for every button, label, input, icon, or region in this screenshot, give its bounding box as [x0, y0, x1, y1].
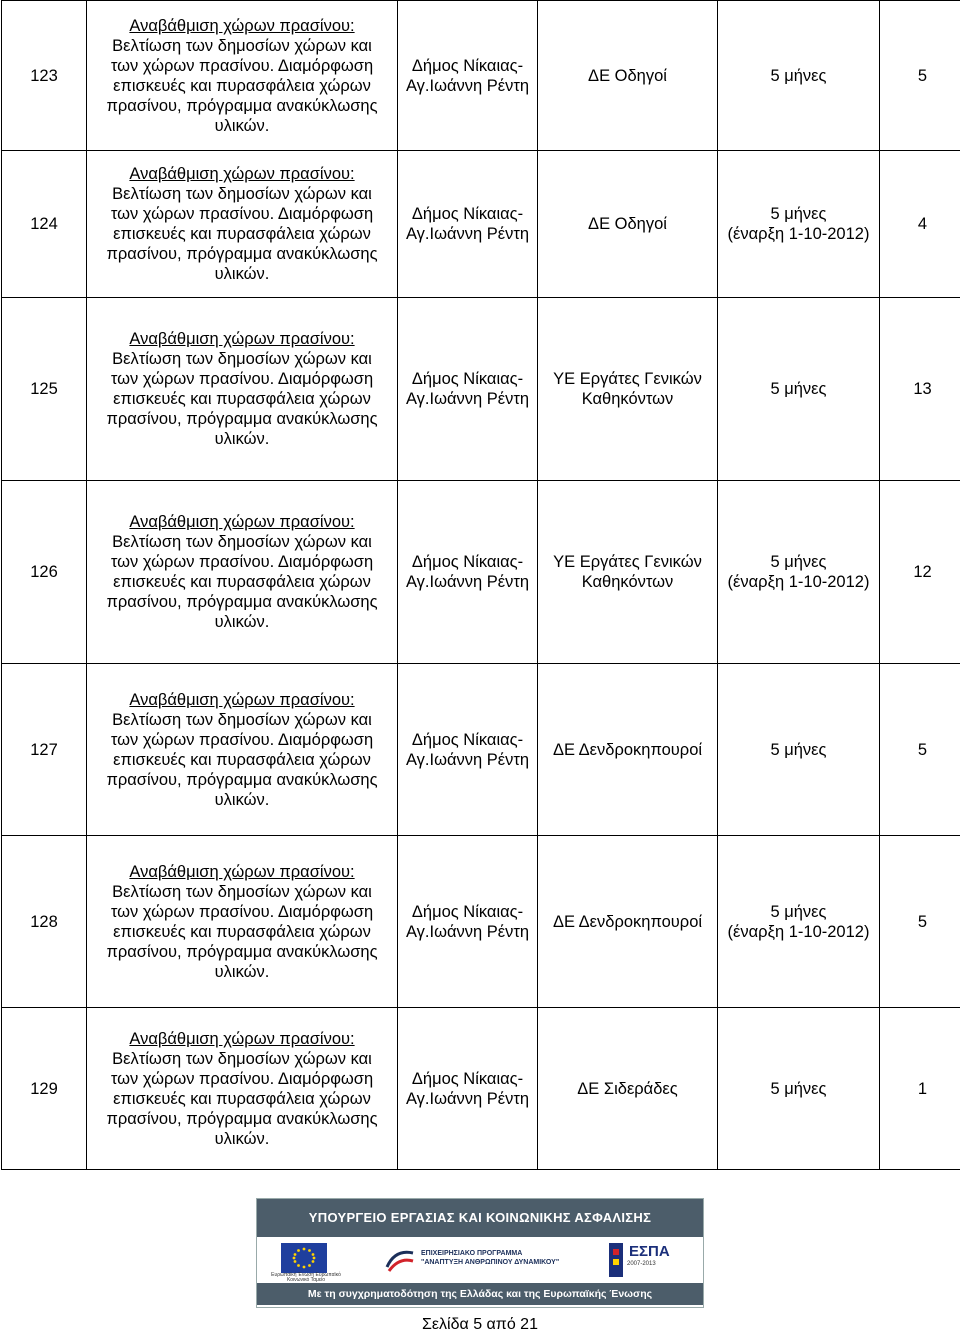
- table-row: [2, 151, 960, 298]
- duration-line: 5 μήνες: [720, 379, 877, 399]
- description-line: πρασίνου, πρόγραμμα ανακύκλωσης: [89, 96, 395, 116]
- description-title: Αναβάθμιση χώρων πρασίνου:: [89, 329, 395, 349]
- specialty-line: ΔΕ Δενδροκηπουροί: [540, 740, 715, 760]
- location-line: Αγ.Ιωάννη Ρέντη: [400, 1089, 535, 1109]
- description-line: Βελτίωση των δημοσίων χώρων και: [89, 710, 395, 730]
- program-line-2: "ΑΝΑΠΤΥΞΗ ΑΝΘΡΩΠΙΝΟΥ ΔΥΝΑΜΙΚΟΥ": [421, 1258, 559, 1267]
- table-row: [2, 1008, 960, 1170]
- positions-count: 5: [918, 913, 927, 931]
- location-line: Αγ.Ιωάννη Ρέντη: [400, 572, 535, 592]
- specialty-line: ΥΕ Εργάτες Γενικών: [540, 552, 715, 572]
- positions-cell: [880, 298, 960, 481]
- duration-line: (έναρξη 1-10-2012): [720, 572, 877, 592]
- specialty-cell: [538, 1, 718, 151]
- positions-count: 13: [913, 380, 931, 398]
- specialty-line: ΥΕ Εργάτες Γενικών: [540, 369, 715, 389]
- location-cell: [398, 664, 538, 836]
- positions-count: 12: [913, 563, 931, 581]
- duration-cell: [718, 151, 880, 298]
- positions-cell: [880, 481, 960, 664]
- specialty-line: Καθηκόντων: [540, 389, 715, 409]
- records-table-body: [2, 1, 960, 1170]
- location-line: Δήμος Νίκαιας-: [400, 56, 535, 76]
- description-title: Αναβάθμιση χώρων πρασίνου:: [89, 690, 395, 710]
- espa-logo-text: ΕΣΠΑ: [629, 1243, 670, 1260]
- page-number: Σελίδα 5 από 21: [0, 1316, 960, 1334]
- duration-line: 5 μήνες: [720, 66, 877, 86]
- description-line: πρασίνου, πρόγραμμα ανακύκλωσης: [89, 244, 395, 264]
- row-id-cell: [2, 481, 87, 664]
- duration-cell: [718, 481, 880, 664]
- duration-cell: [718, 836, 880, 1008]
- row-id: 129: [30, 1080, 58, 1098]
- duration-line: 5 μήνες: [720, 740, 877, 760]
- positions-cell: [880, 151, 960, 298]
- location-cell: [398, 836, 538, 1008]
- description-line: των χώρων πρασίνου. Διαμόρφωση: [89, 56, 395, 76]
- duration-cell: [718, 298, 880, 481]
- description-line: πρασίνου, πρόγραμμα ανακύκλωσης: [89, 1109, 395, 1129]
- location-cell: [398, 151, 538, 298]
- description-title: Αναβάθμιση χώρων πρασίνου:: [89, 1029, 395, 1049]
- location-line: Δήμος Νίκαιας-: [400, 1069, 535, 1089]
- description-line: υλικών.: [89, 1129, 395, 1149]
- positions-cell: [880, 836, 960, 1008]
- location-cell: [398, 481, 538, 664]
- eu-flag-icon: [281, 1243, 327, 1273]
- duration-line: 5 μήνες: [720, 552, 877, 572]
- specialty-cell: [538, 298, 718, 481]
- funding-banner: [256, 1198, 704, 1308]
- specialty-cell: [538, 481, 718, 664]
- cofinancing-note: Με τη συγχρηματοδότηση της Ελλάδας και της Ευρωπαϊκής Ένωσης: [257, 1283, 703, 1305]
- description-line: πρασίνου, πρόγραμμα ανακύκλωσης: [89, 409, 395, 429]
- positions-cell: [880, 664, 960, 836]
- description-cell: [87, 1008, 398, 1170]
- row-id: 124: [30, 215, 58, 233]
- description-line: πρασίνου, πρόγραμμα ανακύκλωσης: [89, 770, 395, 790]
- description-line: επισκευές και πυρασφάλεια χώρων: [89, 922, 395, 942]
- location-line: Αγ.Ιωάννη Ρέντη: [400, 224, 535, 244]
- description-line: επισκευές και πυρασφάλεια χώρων: [89, 224, 395, 244]
- location-cell: [398, 1, 538, 151]
- description-line: των χώρων πρασίνου. Διαμόρφωση: [89, 730, 395, 750]
- description-line: Βελτίωση των δημοσίων χώρων και: [89, 349, 395, 369]
- location-line: Δήμος Νίκαιας-: [400, 369, 535, 389]
- specialty-cell: [538, 151, 718, 298]
- description-cell: [87, 481, 398, 664]
- location-line: Δήμος Νίκαιας-: [400, 902, 535, 922]
- row-id-cell: [2, 1008, 87, 1170]
- program-logo-icon: [385, 1247, 415, 1273]
- duration-line: (έναρξη 1-10-2012): [720, 922, 877, 942]
- row-id: 125: [30, 380, 58, 398]
- duration-line: 5 μήνες: [720, 902, 877, 922]
- specialty-cell: [538, 1008, 718, 1170]
- row-id: 128: [30, 913, 58, 931]
- location-line: Δήμος Νίκαιας-: [400, 730, 535, 750]
- duration-cell: [718, 1, 880, 151]
- description-title: Αναβάθμιση χώρων πρασίνου:: [89, 512, 395, 532]
- logos-strip: [257, 1237, 703, 1283]
- description-line: επισκευές και πυρασφάλεια χώρων: [89, 750, 395, 770]
- specialty-line: ΔΕ Οδηγοί: [540, 66, 715, 86]
- program-name: [421, 1249, 559, 1267]
- description-line: των χώρων πρασίνου. Διαμόρφωση: [89, 902, 395, 922]
- program-line-1: ΕΠΙΧΕΙΡΗΣΙΑΚΟ ΠΡΟΓΡΑΜΜΑ: [421, 1249, 559, 1258]
- description-title: Αναβάθμιση χώρων πρασίνου:: [89, 164, 395, 184]
- row-id-cell: [2, 664, 87, 836]
- positions-count: 5: [918, 67, 927, 85]
- description-cell: [87, 664, 398, 836]
- positions-count: 1: [918, 1080, 927, 1098]
- espa-years: 2007-2013: [627, 1261, 656, 1267]
- description-line: των χώρων πρασίνου. Διαμόρφωση: [89, 204, 395, 224]
- positions-count: 4: [918, 215, 927, 233]
- duration-line: (έναρξη 1-10-2012): [720, 224, 877, 244]
- row-id-cell: [2, 151, 87, 298]
- location-line: Δήμος Νίκαιας-: [400, 552, 535, 572]
- row-id-cell: [2, 298, 87, 481]
- description-line: Βελτίωση των δημοσίων χώρων και: [89, 36, 395, 56]
- description-cell: [87, 151, 398, 298]
- positions-cell: [880, 1, 960, 151]
- ministry-title: ΥΠΟΥΡΓΕΙΟ ΕΡΓΑΣΙΑΣ ΚΑΙ ΚΟΙΝΩΝΙΚΗΣ ΑΣΦΑΛΙΣΗΣ: [257, 1199, 703, 1237]
- row-id: 127: [30, 741, 58, 759]
- description-line: Βελτίωση των δημοσίων χώρων και: [89, 1049, 395, 1069]
- description-line: επισκευές και πυρασφάλεια χώρων: [89, 1089, 395, 1109]
- row-id-cell: [2, 836, 87, 1008]
- description-line: των χώρων πρασίνου. Διαμόρφωση: [89, 552, 395, 572]
- description-cell: [87, 836, 398, 1008]
- duration-line: 5 μήνες: [720, 1079, 877, 1099]
- table-row: [2, 1, 960, 151]
- description-line: πρασίνου, πρόγραμμα ανακύκλωσης: [89, 592, 395, 612]
- row-id: 123: [30, 67, 58, 85]
- records-table: [1, 0, 960, 1170]
- eu-caption: Ευρωπαϊκή Ένωση Ευρωπαϊκό Κοινωνικό Ταμείο: [271, 1273, 341, 1283]
- specialty-line: ΔΕ Οδηγοί: [540, 214, 715, 234]
- description-line: υλικών.: [89, 790, 395, 810]
- row-id: 126: [30, 563, 58, 581]
- table-row: [2, 664, 960, 836]
- description-line: επισκευές και πυρασφάλεια χώρων: [89, 389, 395, 409]
- table-row: [2, 298, 960, 481]
- description-title: Αναβάθμιση χώρων πρασίνου:: [89, 862, 395, 882]
- description-line: υλικών.: [89, 429, 395, 449]
- description-line: επισκευές και πυρασφάλεια χώρων: [89, 572, 395, 592]
- location-cell: [398, 298, 538, 481]
- description-line: Βελτίωση των δημοσίων χώρων και: [89, 532, 395, 552]
- description-line: υλικών.: [89, 612, 395, 632]
- description-line: των χώρων πρασίνου. Διαμόρφωση: [89, 369, 395, 389]
- duration-cell: [718, 1008, 880, 1170]
- description-line: υλικών.: [89, 962, 395, 982]
- location-line: Αγ.Ιωάννη Ρέντη: [400, 76, 535, 96]
- table-row: [2, 836, 960, 1008]
- description-line: υλικών.: [89, 264, 395, 284]
- description-cell: [87, 1, 398, 151]
- description-line: υλικών.: [89, 116, 395, 136]
- row-id-cell: [2, 1, 87, 151]
- description-title: Αναβάθμιση χώρων πρασίνου:: [89, 16, 395, 36]
- description-line: των χώρων πρασίνου. Διαμόρφωση: [89, 1069, 395, 1089]
- specialty-line: ΔΕ Σιδεράδες: [540, 1079, 715, 1099]
- description-line: επισκευές και πυρασφάλεια χώρων: [89, 76, 395, 96]
- specialty-line: ΔΕ Δενδροκηπουροί: [540, 912, 715, 932]
- location-cell: [398, 1008, 538, 1170]
- positions-count: 5: [918, 741, 927, 759]
- location-line: Αγ.Ιωάννη Ρέντη: [400, 389, 535, 409]
- table-row: [2, 481, 960, 664]
- specialty-cell: [538, 836, 718, 1008]
- location-line: Δήμος Νίκαιας-: [400, 204, 535, 224]
- description-line: Βελτίωση των δημοσίων χώρων και: [89, 882, 395, 902]
- location-line: Αγ.Ιωάννη Ρέντη: [400, 750, 535, 770]
- location-line: Αγ.Ιωάννη Ρέντη: [400, 922, 535, 942]
- description-cell: [87, 298, 398, 481]
- description-line: Βελτίωση των δημοσίων χώρων και: [89, 184, 395, 204]
- specialty-cell: [538, 664, 718, 836]
- specialty-line: Καθηκόντων: [540, 572, 715, 592]
- duration-line: 5 μήνες: [720, 204, 877, 224]
- duration-cell: [718, 664, 880, 836]
- description-line: πρασίνου, πρόγραμμα ανακύκλωσης: [89, 942, 395, 962]
- positions-cell: [880, 1008, 960, 1170]
